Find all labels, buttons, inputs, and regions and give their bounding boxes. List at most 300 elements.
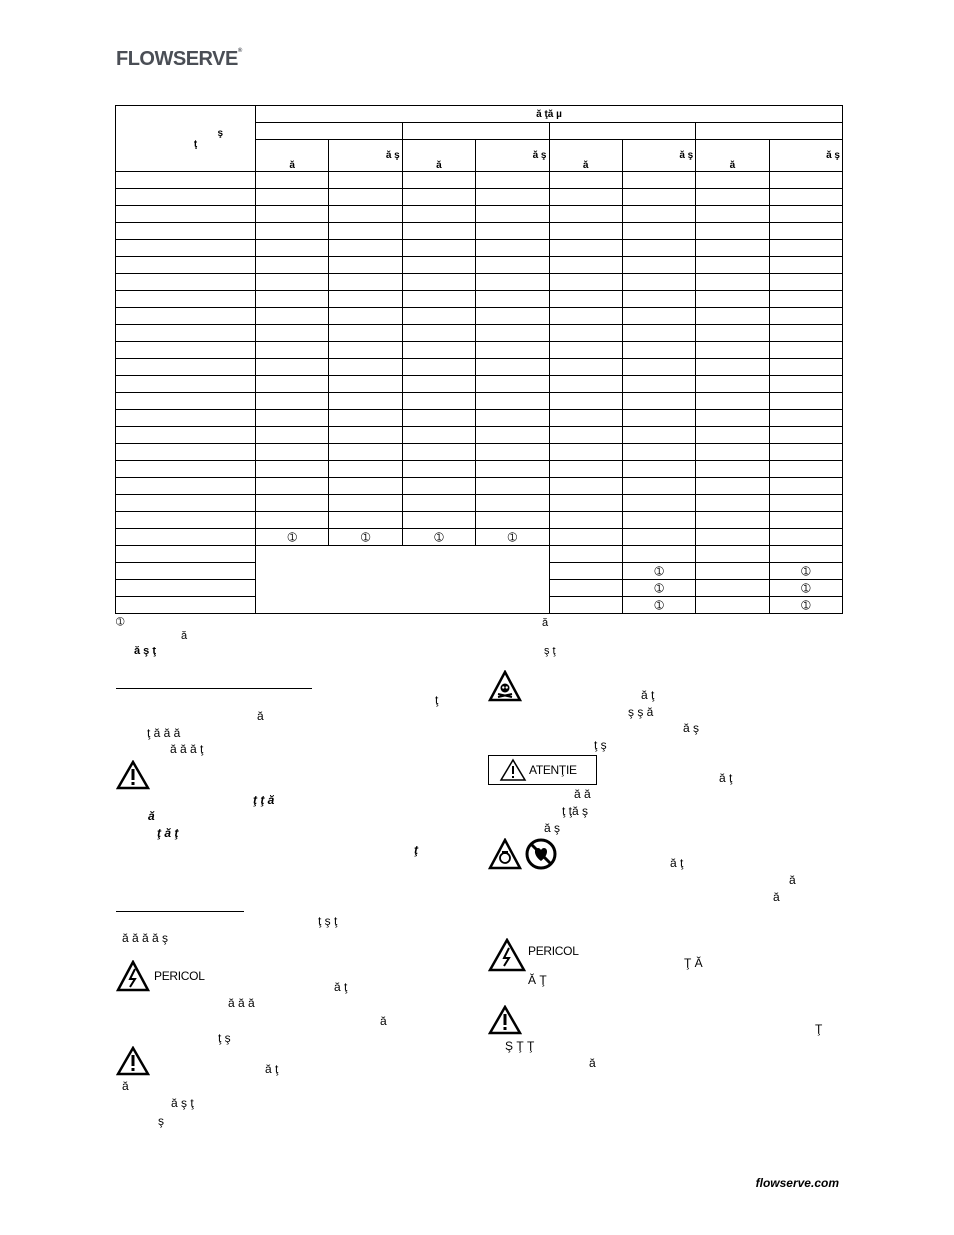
table-cell — [769, 342, 842, 359]
table-cell — [769, 376, 842, 393]
table-cell — [622, 223, 695, 240]
table-cell — [622, 546, 695, 563]
table-note: ă — [181, 630, 188, 642]
text-line: ă ş — [544, 821, 561, 835]
table-cell — [696, 444, 769, 461]
table-cell — [329, 308, 402, 325]
table-cell — [256, 410, 329, 427]
text-line: ţ — [414, 843, 418, 857]
table-cell — [402, 512, 475, 529]
table-cell — [116, 240, 256, 257]
table-cell — [256, 291, 329, 308]
table-row — [116, 291, 843, 308]
table-cell: ➀ — [402, 529, 475, 546]
table-subgroup-3 — [549, 123, 696, 140]
text-line: Ţ — [815, 1022, 823, 1036]
table-cell — [622, 478, 695, 495]
footer-site: flowserve.com — [755, 1176, 839, 1190]
table-cell — [696, 546, 769, 563]
table-cell — [256, 495, 329, 512]
table-cell — [116, 172, 256, 189]
table-cell — [116, 206, 256, 223]
table-cell — [402, 325, 475, 342]
pericol-label: PERICOL — [154, 969, 205, 983]
table-cell — [476, 172, 549, 189]
col-header: ă ş — [329, 140, 402, 172]
table-cell — [622, 529, 695, 546]
table-cell — [402, 478, 475, 495]
table-cell: ➀ — [769, 597, 842, 614]
table-cell — [769, 308, 842, 325]
table-cell — [256, 376, 329, 393]
table-cell — [696, 529, 769, 546]
table-cell — [769, 444, 842, 461]
table-cell — [549, 580, 622, 597]
table-cell — [256, 342, 329, 359]
text-line: ţ ţă ş — [562, 804, 589, 818]
warning-triangle-icon — [499, 758, 527, 782]
table-cell — [622, 308, 695, 325]
table-cell — [696, 240, 769, 257]
text-line: ţ ţ ă — [253, 793, 275, 807]
table-cell — [116, 495, 256, 512]
table-row — [116, 410, 843, 427]
table-cell — [329, 393, 402, 410]
table-cell — [116, 410, 256, 427]
table-cell — [329, 274, 402, 291]
table-cell — [622, 342, 695, 359]
table-cell — [549, 223, 622, 240]
table-cell — [549, 308, 622, 325]
text-line: Ş Ţ Ţ — [505, 1039, 535, 1053]
table-cell — [116, 189, 256, 206]
table-cell — [549, 495, 622, 512]
table-cell — [256, 206, 329, 223]
table-cell — [476, 274, 549, 291]
table-row — [116, 461, 843, 478]
table-cell — [622, 410, 695, 427]
table-row — [116, 546, 843, 563]
table-cell — [329, 444, 402, 461]
text-line: ţ ş ţ — [318, 914, 338, 928]
text-line: ă ţ — [719, 771, 733, 785]
table-cell — [116, 546, 256, 563]
table-cell — [696, 308, 769, 325]
text-line: ă ş — [683, 721, 700, 735]
table-cell — [329, 342, 402, 359]
table-cell — [116, 529, 256, 546]
table-cell — [769, 393, 842, 410]
table-cell — [696, 512, 769, 529]
table-cell — [402, 308, 475, 325]
table-cell — [116, 563, 256, 580]
table-row — [116, 223, 843, 240]
table-cell — [402, 359, 475, 376]
table-cell — [549, 172, 622, 189]
table-cell — [476, 257, 549, 274]
col-header: ă — [549, 140, 622, 172]
table-cell — [476, 410, 549, 427]
table-cell — [549, 240, 622, 257]
text-line: ă — [789, 873, 796, 887]
table-cell — [549, 342, 622, 359]
table-cell — [402, 189, 475, 206]
text-line: ă ă ă — [228, 996, 255, 1010]
table-cell — [402, 274, 475, 291]
table-cell — [622, 427, 695, 444]
table-cell — [696, 274, 769, 291]
section-rule — [116, 688, 312, 689]
table-cell — [116, 342, 256, 359]
table-cell — [116, 257, 256, 274]
table-cell — [696, 580, 769, 597]
table-row — [116, 172, 843, 189]
table-cell — [622, 189, 695, 206]
table-row — [116, 342, 843, 359]
toxic-hazard-icon — [488, 670, 522, 702]
table-cell — [696, 376, 769, 393]
no-pacemaker-icon — [525, 838, 557, 870]
table-cell — [116, 580, 256, 597]
text-line: ă — [773, 890, 780, 904]
table-row — [116, 308, 843, 325]
table-cell — [116, 427, 256, 444]
table-cell — [402, 427, 475, 444]
table-cell — [549, 359, 622, 376]
table-cell — [769, 495, 842, 512]
text-line: ţ ş — [594, 738, 607, 752]
table-cell — [696, 410, 769, 427]
table-cell: ➀ — [769, 580, 842, 597]
table-cell — [769, 546, 842, 563]
table-cell — [696, 359, 769, 376]
col-header: ă — [256, 140, 329, 172]
pericol-label: PERICOL — [528, 944, 579, 958]
table-cell — [329, 410, 402, 427]
table-cell — [622, 257, 695, 274]
table-cell — [696, 206, 769, 223]
table-cell — [476, 461, 549, 478]
table-cell — [402, 206, 475, 223]
table-group-header: ă ţă µ — [256, 106, 843, 123]
table-cell — [549, 257, 622, 274]
table-cell — [116, 597, 256, 614]
table-cell — [769, 189, 842, 206]
table-cell — [116, 308, 256, 325]
table-cell — [256, 240, 329, 257]
table-cell — [549, 512, 622, 529]
table-cell — [696, 325, 769, 342]
table-cell — [329, 427, 402, 444]
table-cell — [329, 376, 402, 393]
table-cell — [116, 359, 256, 376]
table-cell — [116, 478, 256, 495]
table-cell: ➀ — [476, 529, 549, 546]
table-cell — [769, 172, 842, 189]
table-cell — [116, 274, 256, 291]
table-cell — [329, 461, 402, 478]
table-cell — [476, 308, 549, 325]
table-cell — [622, 274, 695, 291]
table-cell — [769, 512, 842, 529]
text-line: ă ă ă ţ — [170, 742, 204, 756]
table-cell — [329, 189, 402, 206]
table-cell — [622, 376, 695, 393]
table-cell — [476, 359, 549, 376]
text-line: ă — [589, 1056, 596, 1070]
table-cell — [769, 478, 842, 495]
table-cell: ➀ — [256, 529, 329, 546]
col-header: ă ş — [769, 140, 842, 172]
table-cell — [402, 342, 475, 359]
table-row — [116, 512, 843, 529]
table-cell: ➀ — [329, 529, 402, 546]
table-cell — [329, 359, 402, 376]
table-cell — [769, 529, 842, 546]
table-cell — [256, 189, 329, 206]
table-cell — [329, 512, 402, 529]
table-cell — [116, 461, 256, 478]
table-cell — [622, 393, 695, 410]
table-cell — [696, 223, 769, 240]
text-line: Ţ Ă — [684, 956, 703, 970]
text-line: ă ţ — [670, 856, 684, 870]
text-line: ă — [257, 709, 264, 723]
table-cell: ➀ — [622, 580, 695, 597]
table-cell — [549, 376, 622, 393]
table-row — [116, 257, 843, 274]
table-cell — [116, 291, 256, 308]
table-cell — [476, 427, 549, 444]
table-cell — [622, 495, 695, 512]
pacemaker-warning-icon — [488, 838, 557, 870]
table-cell — [622, 359, 695, 376]
table-cell — [402, 172, 475, 189]
atentie-label-box — [488, 755, 597, 785]
text-line: ţ — [435, 693, 439, 707]
table-note: ş ţ — [544, 645, 556, 657]
table-cell — [696, 478, 769, 495]
col-header: ă — [402, 140, 475, 172]
table-cell — [476, 444, 549, 461]
text-line: ş — [158, 1114, 164, 1128]
table-corner-header: ş ţ — [116, 106, 256, 172]
electrical-hazard-icon — [116, 960, 205, 992]
table-cell — [116, 444, 256, 461]
table-cell — [116, 376, 256, 393]
table-cell — [476, 376, 549, 393]
table-cell — [476, 393, 549, 410]
table-cell — [256, 257, 329, 274]
table-cell — [402, 461, 475, 478]
table-cell — [476, 342, 549, 359]
text-line: ă — [380, 1014, 387, 1028]
table-row — [116, 274, 843, 291]
table-cell — [329, 478, 402, 495]
table-cell — [549, 478, 622, 495]
table-cell — [116, 393, 256, 410]
table-cell — [696, 257, 769, 274]
table-cell — [256, 223, 329, 240]
table-cell — [769, 223, 842, 240]
table-cell — [402, 240, 475, 257]
table-cell — [402, 444, 475, 461]
table-cell — [116, 325, 256, 342]
text-line: ă — [148, 809, 155, 823]
table-cell — [256, 512, 329, 529]
table-cell — [549, 274, 622, 291]
table-row — [116, 393, 843, 410]
table-cell — [476, 478, 549, 495]
table-cell — [256, 478, 329, 495]
table-cell — [256, 461, 329, 478]
table-cell — [329, 291, 402, 308]
flowserve-logo: FLOWSERVE® — [116, 48, 242, 70]
table-row — [116, 427, 843, 444]
table-cell — [769, 257, 842, 274]
table-cell — [549, 325, 622, 342]
text-line: ţ ă ţ — [157, 826, 179, 840]
table-cell — [549, 529, 622, 546]
text-line: ţ ă ă ă — [147, 726, 181, 740]
table-cell — [696, 291, 769, 308]
atentie-label: ATENŢIE — [529, 763, 577, 777]
text-line: ă ţ — [334, 980, 348, 994]
text-line: ş ş ă — [628, 705, 654, 719]
table-cell — [769, 206, 842, 223]
table-cell — [549, 206, 622, 223]
table-cell — [329, 325, 402, 342]
table-cell — [476, 189, 549, 206]
text-line: ă ş ţ — [171, 1096, 194, 1110]
table-cell — [622, 512, 695, 529]
table-cell — [476, 495, 549, 512]
table-cell — [329, 172, 402, 189]
table-cell — [696, 495, 769, 512]
section-rule — [116, 911, 244, 912]
table-cell — [329, 206, 402, 223]
table-row — [116, 444, 843, 461]
table-cell — [622, 206, 695, 223]
table-row — [116, 240, 843, 257]
table-cell — [402, 410, 475, 427]
table-cell — [116, 223, 256, 240]
table-cell — [769, 240, 842, 257]
table-cell — [769, 359, 842, 376]
table-cell — [476, 325, 549, 342]
table-cell — [769, 325, 842, 342]
table-subgroup-2 — [402, 123, 549, 140]
table-row — [116, 495, 843, 512]
table-cell — [476, 240, 549, 257]
table-cell — [256, 444, 329, 461]
table-cell — [622, 172, 695, 189]
table-cell — [696, 172, 769, 189]
table-cell — [329, 257, 402, 274]
table-cell — [549, 546, 622, 563]
table-cell — [549, 563, 622, 580]
text-line: Ă Ţ — [528, 973, 547, 987]
table-cell — [402, 257, 475, 274]
table-cell — [622, 444, 695, 461]
table-cell: ➀ — [769, 563, 842, 580]
col-header: ă ş — [622, 140, 695, 172]
text-line: ă — [122, 1079, 129, 1093]
table-merged-cell — [256, 546, 550, 614]
table-subgroup-4 — [696, 123, 843, 140]
table-cell — [402, 376, 475, 393]
table-cell — [549, 444, 622, 461]
text-line: ă ţ — [641, 688, 655, 702]
table-cell — [116, 512, 256, 529]
table-cell — [769, 291, 842, 308]
table-cell — [256, 172, 329, 189]
table-cell — [256, 308, 329, 325]
table-cell — [696, 461, 769, 478]
table-cell — [696, 597, 769, 614]
col-header: ă ş — [476, 140, 549, 172]
table-cell — [256, 274, 329, 291]
electrical-hazard-icon — [488, 938, 579, 972]
table-row — [116, 478, 843, 495]
warning-triangle-icon — [488, 1005, 522, 1035]
table-cell — [696, 189, 769, 206]
table-cell — [696, 393, 769, 410]
table-note: ă — [542, 617, 549, 629]
table-cell — [549, 393, 622, 410]
table-cell — [329, 240, 402, 257]
table-cell — [696, 342, 769, 359]
text-line: ă ă ă ă ş — [122, 931, 169, 945]
table-cell — [622, 461, 695, 478]
table-note: ă ş ţ — [134, 645, 157, 657]
data-table — [115, 105, 843, 614]
table-cell: ➀ — [622, 563, 695, 580]
table-row — [116, 325, 843, 342]
table-cell — [696, 427, 769, 444]
table-cell — [402, 223, 475, 240]
table-cell — [476, 206, 549, 223]
table-cell — [256, 359, 329, 376]
table-cell — [622, 240, 695, 257]
table-cell — [256, 325, 329, 342]
table-cell — [769, 410, 842, 427]
table-cell — [549, 291, 622, 308]
table-cell — [402, 393, 475, 410]
table-row — [116, 359, 843, 376]
table-cell — [622, 291, 695, 308]
table-cell — [769, 427, 842, 444]
table-cell — [696, 563, 769, 580]
table-note-marker: ➀ — [116, 617, 125, 628]
table-cell — [769, 461, 842, 478]
warning-triangle-icon — [116, 1046, 150, 1076]
table-cell — [402, 291, 475, 308]
text-line: ţ ş — [218, 1031, 231, 1045]
warning-triangle-icon — [116, 760, 150, 790]
table-cell — [256, 427, 329, 444]
table-row — [116, 206, 843, 223]
table-cell: ➀ — [622, 597, 695, 614]
table-row — [116, 189, 843, 206]
table-cell — [476, 291, 549, 308]
table-cell — [329, 223, 402, 240]
table-cell — [476, 512, 549, 529]
table-row — [116, 529, 843, 546]
table-cell — [329, 495, 402, 512]
table-cell — [549, 410, 622, 427]
text-line: ă ţ — [265, 1062, 279, 1076]
